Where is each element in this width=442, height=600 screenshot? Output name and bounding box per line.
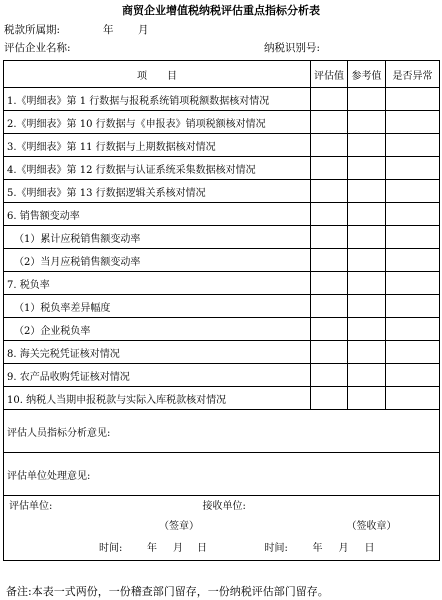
table-row	[4, 272, 440, 295]
row-value-cell	[311, 295, 348, 318]
row-value-cell	[311, 249, 348, 272]
right-year-label: 年	[312, 543, 323, 554]
row-label: （2）企业税负率	[4, 318, 311, 341]
row-abnormal-cell	[386, 88, 440, 111]
row-abnormal-cell	[386, 364, 440, 387]
row-abnormal-cell	[386, 226, 440, 249]
row-label: （2）当月应税销售额变动率	[4, 249, 311, 272]
analysis-label: 评估人员指标分析意见:	[4, 410, 440, 453]
row-reference-cell	[348, 226, 386, 249]
period-year-label: 年	[103, 24, 114, 36]
period-label: 税款所属期:	[4, 24, 61, 36]
tax-id-label: 纳税识别号:	[264, 42, 321, 54]
left-month-label: 月	[173, 543, 183, 554]
table-header-row	[4, 61, 440, 88]
row-abnormal-cell	[386, 318, 440, 341]
row-abnormal-cell	[386, 387, 440, 410]
header-reference: 参考值	[348, 61, 386, 88]
table-body	[4, 88, 440, 410]
left-year-label: 年	[147, 543, 157, 554]
table-row	[4, 180, 440, 203]
period-month-label: 月	[138, 24, 149, 36]
row-label: 1.《明细表》第 1 行数据与报税系统销项税额数据核对情况	[4, 88, 311, 111]
row-value-cell	[311, 157, 348, 180]
table-row	[4, 249, 440, 272]
signature-row	[4, 496, 440, 561]
left-day-label: 日	[197, 543, 207, 554]
row-value-cell	[311, 111, 348, 134]
analysis-row	[4, 410, 440, 453]
row-label: 8. 海关完税凭证核对情况	[4, 341, 311, 364]
row-label: 10. 纳税人当期申报税款与实际入库税款核对情况	[4, 387, 311, 410]
row-abnormal-cell	[386, 111, 440, 134]
receiving-unit-label: 接收单位:	[202, 501, 246, 512]
row-abnormal-cell	[386, 249, 440, 272]
row-value-cell	[311, 318, 348, 341]
table-row	[4, 111, 440, 134]
row-reference-cell	[348, 341, 386, 364]
row-reference-cell	[348, 318, 386, 341]
table-row	[4, 295, 440, 318]
right-time-label: 时间:	[264, 543, 288, 554]
row-reference-cell	[348, 387, 386, 410]
left-seal-label: （签章）	[159, 521, 199, 532]
row-label: 4.《明细表》第 12 行数据与认证系统采集数据核对情况	[4, 157, 311, 180]
table-row	[4, 318, 440, 341]
row-reference-cell	[348, 157, 386, 180]
row-reference-cell	[348, 364, 386, 387]
row-reference-cell	[348, 295, 386, 318]
row-abnormal-cell	[386, 134, 440, 157]
handling-label: 评估单位处理意见:	[4, 453, 440, 496]
row-label: （1）税负率差异幅度	[4, 295, 311, 318]
row-abnormal-cell	[386, 341, 440, 364]
row-reference-cell	[348, 111, 386, 134]
table-row	[4, 157, 440, 180]
header-item: 项 目	[4, 61, 311, 88]
row-value-cell	[311, 180, 348, 203]
row-label: 9. 农产品收购凭证核对情况	[4, 364, 311, 387]
row-label: 5.《明细表》第 13 行数据逻辑关系核对情况	[4, 180, 311, 203]
footnote: 备注:本表一式两份，一份稽查部门留存，一份纳税评估部门留存。	[6, 585, 329, 598]
handling-row	[4, 453, 440, 496]
header-value: 评估值	[311, 61, 348, 88]
row-reference-cell	[348, 272, 386, 295]
evaluating-unit-label: 评估单位:	[9, 501, 53, 512]
row-value-cell	[311, 387, 348, 410]
row-reference-cell	[348, 134, 386, 157]
row-label: 6. 销售额变动率	[4, 203, 311, 226]
row-label: 7. 税负率	[4, 272, 311, 295]
row-value-cell	[311, 203, 348, 226]
row-abnormal-cell	[386, 295, 440, 318]
right-sign-cell	[202, 496, 440, 561]
left-time-label: 时间:	[99, 543, 123, 554]
right-month-label: 月	[338, 543, 349, 554]
table-row	[4, 203, 440, 226]
row-reference-cell	[348, 180, 386, 203]
row-abnormal-cell	[386, 157, 440, 180]
row-reference-cell	[348, 88, 386, 111]
row-abnormal-cell	[386, 203, 440, 226]
row-value-cell	[311, 341, 348, 364]
table-row	[4, 364, 440, 387]
row-abnormal-cell	[386, 272, 440, 295]
table-row	[4, 134, 440, 157]
row-label: 2.《明细表》第 10 行数据与《申报表》销项税额核对情况	[4, 111, 311, 134]
row-reference-cell	[348, 249, 386, 272]
table-row	[4, 226, 440, 249]
row-value-cell	[311, 88, 348, 111]
row-value-cell	[311, 226, 348, 249]
right-seal-label: （签收章）	[346, 521, 397, 532]
row-value-cell	[311, 364, 348, 387]
row-value-cell	[311, 272, 348, 295]
company-name-label: 评估企业名称:	[4, 42, 71, 54]
row-label: （1）累计应税销售额变动率	[4, 226, 311, 249]
row-value-cell	[311, 134, 348, 157]
table-row	[4, 88, 440, 111]
right-day-label: 日	[364, 543, 375, 554]
row-label: 3.《明细表》第 11 行数据与上期数据核对情况	[4, 134, 311, 157]
header-abnormal: 是否异常	[386, 61, 440, 88]
indicator-table	[3, 60, 440, 561]
table-row	[4, 387, 440, 410]
form-title: 商贸企业增值税纳税评估重点指标分析表	[122, 4, 320, 17]
row-reference-cell	[348, 203, 386, 226]
table-row	[4, 341, 440, 364]
row-abnormal-cell	[386, 180, 440, 203]
